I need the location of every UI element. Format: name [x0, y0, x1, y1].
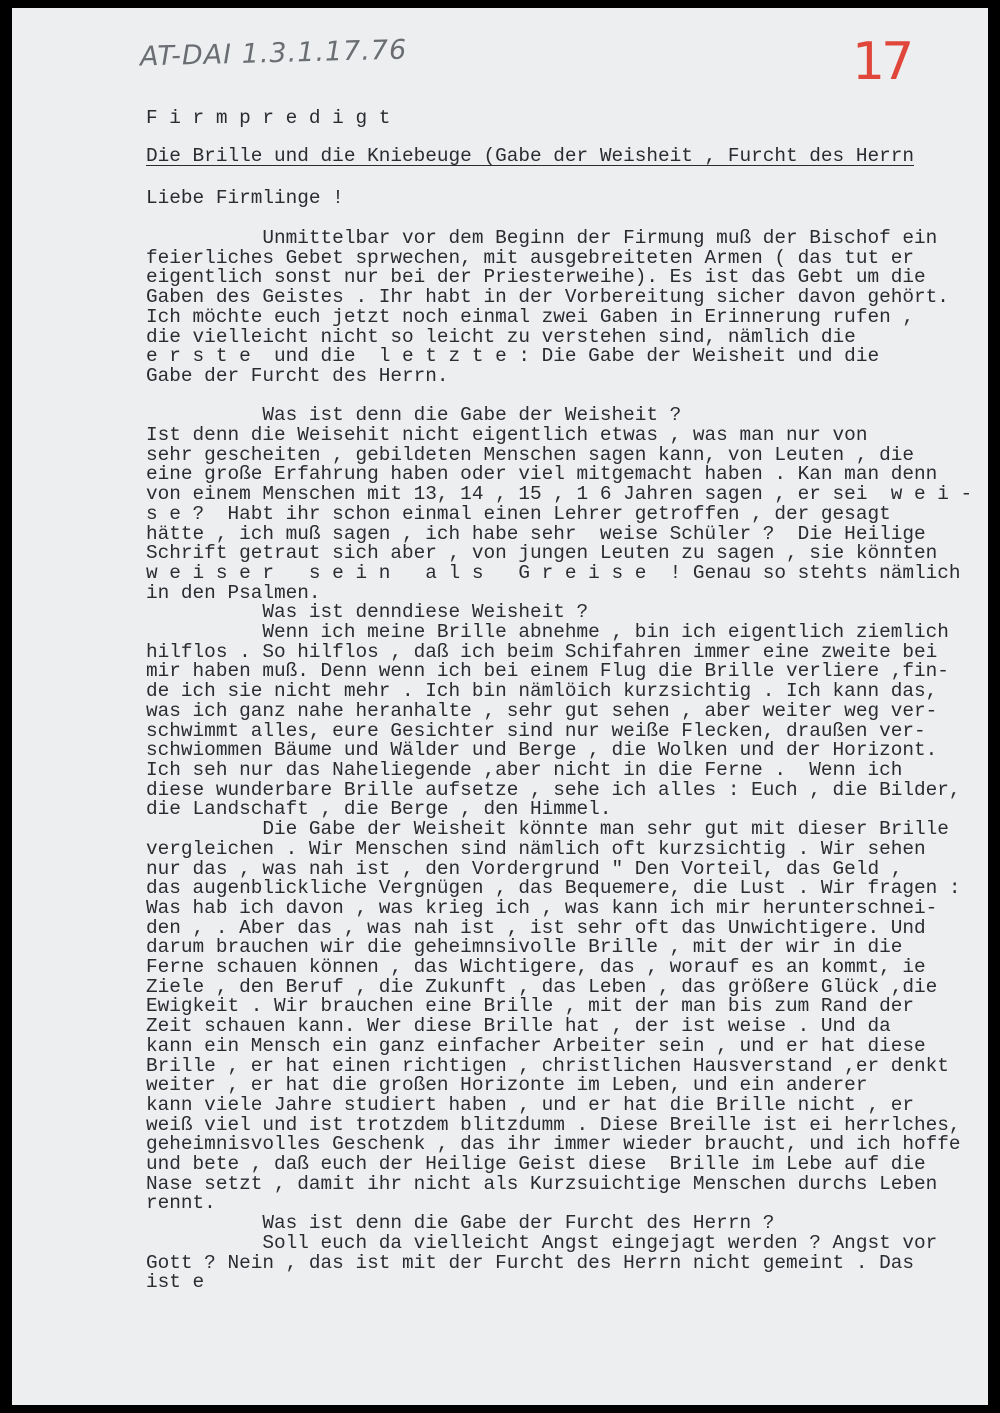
text-line: Schrift getraut sich aber , von jungen Leuten zu sagen , sie könnten — [146, 542, 938, 565]
text-line: in den Psalmen. — [146, 581, 321, 604]
text-line: Was ist denndiese Weisheit ? — [146, 601, 589, 624]
text-line: Was hab ich davon , was krieg ich , was kann ich mir herunterschnei- — [146, 896, 938, 919]
text-line: Gott ? Nein , das ist mit der Furcht des Herrn nicht gemeint . Das — [146, 1251, 914, 1274]
text-line: Ziele , den Beruf , die Zukunft , das Leben , das größere Glück ,die — [146, 975, 938, 998]
text-line: das augenblickliche Vergnügen , das Bequemere, die Lust . Wir fragen : — [146, 877, 961, 900]
salutation: Liebe Firmlinge ! — [146, 187, 344, 209]
text-line: sehr gescheiten , gebildeten Menschen sagen kann, von Leuten , die — [146, 443, 914, 466]
text-line: geheimnisvolles Geschenk , das ihr immer wieder braucht, und ich hoffe — [146, 1133, 961, 1156]
text-line: die Landschaft , die Berge , den Himmel. — [146, 798, 612, 821]
text-line: darum brauchen wir die geheimnsivolle Brille , mit der wir in die — [146, 936, 903, 959]
text-line: Was ist denn die Gabe der Weisheit ? — [146, 404, 682, 427]
text-line: hilflos . So hilflos , daß ich beim Schifahren immer eine zweite bei — [146, 640, 938, 663]
text-line: Gabe der Furcht des Herrn. — [146, 364, 449, 387]
text-line: die vielleicht nicht so leicht zu verstehen sind, nämlich die — [146, 325, 856, 348]
text-line: Die Gabe der Weisheit könnte man sehr gut mit dieser Brille — [146, 818, 949, 841]
text-line: Zeit schauen kann. Wer diese Brille hat , der ist weise . Und da — [146, 1015, 891, 1038]
text-line: rennt. — [146, 1192, 216, 1215]
text-line: schwiommen Bäume und Wälder und Berge , die Wolken und der Horizont. — [146, 739, 938, 762]
text-line: Ich möchte euch jetzt noch einmal zwei Gaben in Erinnerung rufen , — [146, 305, 914, 328]
document-title: Die Brille und die Kniebeuge (Gabe der Weisheit , Furcht des Herrn — [146, 145, 914, 167]
text-line: Ewigkeit . Wir brauchen eine Brille , mit der man bis zum Rand der — [146, 995, 914, 1018]
text-line: hätte , ich muß sagen , ich habe sehr weise Schüler ? Die Heilige — [146, 522, 926, 545]
text-line: eine große Erfahrung haben oder viel mitgemacht haben . Kan man denn — [146, 463, 938, 486]
text-line: Brille , er hat einen richtigen , christlichen Hausverstand ,er denkt — [146, 1054, 949, 1077]
text-line: eigentlich sonst nur bei der Priesterweihe). Es ist das Gebt um die — [146, 266, 926, 289]
text-line: vergleichen . Wir Menschen sind nämlich oft kurzsichtig . Wir sehen — [146, 837, 926, 860]
text-line: Ferne schauen können , das Wichtigere, das , worauf es an kommt, ie — [146, 956, 926, 979]
document-page — [12, 8, 988, 1405]
text-line: Was ist denn die Gabe der Furcht des Herrn ? — [146, 1212, 775, 1235]
text-line: s e ? Habt ihr schon einmal einen Lehrer getroffen , der gesagt — [146, 502, 891, 525]
text-line: schwimmt alles, eure Gesichter sind nur weiße Flecken, draußen ver- — [146, 719, 926, 742]
archive-reference-handwritten: AT-DAI 1.3.1.17.76 — [139, 34, 408, 73]
text-line: kann viele Jahre studiert haben , und er hat die Brille nicht , er — [146, 1093, 914, 1116]
text-line: was ich ganz nahe heranhalte , sehr gut sehen , aber weiter weg ver- — [146, 699, 938, 722]
text-line: ist e — [146, 1271, 205, 1294]
text-line: Gaben des Geistes . Ihr habt in der Vorbereitung sicher davon gehört. — [146, 286, 949, 309]
document-heading: F i r m p r e d i g t — [146, 107, 391, 129]
sermon-body — [146, 229, 972, 1293]
text-line: nur das , was nah ist , den Vordergrund " Den Vorteil, das Geld , — [146, 857, 903, 880]
text-line: den , . Aber das , was nah ist , ist sehr oft das Unwichtigere. Und — [146, 916, 926, 939]
text-line: e r s t e und die l e t z t e : Die Gabe der Weisheit und die — [146, 345, 880, 368]
text-line: und bete , daß euch der Heilige Geist diese Brille im Lebe auf die — [146, 1153, 926, 1176]
text-line: Unmittelbar vor dem Beginn der Firmung muß der Bischof ein — [146, 227, 938, 249]
text-line: Wenn ich meine Brille abnehme , bin ich eigentlich ziemlich — [146, 621, 949, 644]
text-line: w e i s e r s e i n a l s G r e i s e ! Genau so stehts nämlich — [146, 561, 961, 584]
text-line: feierliches Gebet sprwechen, mit ausgebreiteten Armen ( das tut er — [146, 246, 914, 269]
text-line: weiter , er hat die großen Horizonte im Leben, und ein anderer — [146, 1074, 868, 1097]
text-line: kann ein Mensch ein ganz einfacher Arbeiter sein , und er hat diese — [146, 1034, 926, 1057]
page-number-handwritten: 17 — [852, 32, 911, 92]
text-line: Ist denn die Weisehit nicht eigentlich etwas , was man nur von — [146, 424, 868, 447]
text-line: Nase setzt , damit ihr nicht als Kurzsuichtige Menschen durchs Leben — [146, 1172, 938, 1195]
text-line: diese wunderbare Brille aufsetze , sehe ich alles : Euch , die Bilder, — [146, 778, 961, 801]
text-line: von einem Menschen mit 13, 14 , 15 , 1 6 Jahren sagen , er sei w e i - — [146, 483, 973, 506]
text-line: Ich seh nur das Naheliegende ,aber nicht in die Ferne . Wenn ich — [146, 758, 903, 781]
text-line: mir haben muß. Denn wenn ich bei einem Flug die Brille verliere ,fin- — [146, 660, 949, 683]
text-line: weiß viel und ist trotzdem blitzdumm . Diese Breille ist ei herrlches, — [146, 1113, 961, 1136]
text-line: Soll euch da vielleicht Angst eingejagt werden ? Angst vor — [146, 1231, 938, 1254]
text-line: de ich sie nicht mehr . Ich bin nämlöich kurzsichtig . Ich kann das, — [146, 680, 938, 703]
